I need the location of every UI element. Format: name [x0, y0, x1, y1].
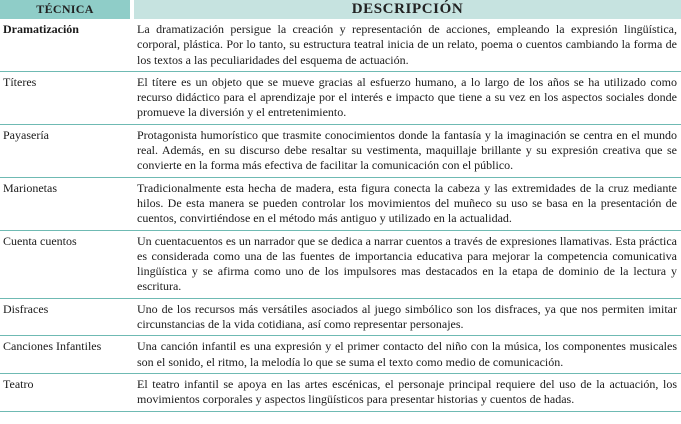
technique-cell: Cuenta cuentos [3, 233, 77, 248]
description-cell: La dramatización persigue la creación y representación de acciones, empleando la expresión lingüística, corporal, plástica. Por lo tanto, su estructura teatral inicia de un relato, poema o cuentos cambiando la forma de los textos a las peculiaridades del esquema de actuación. [137, 22, 677, 67]
description-cell: Una canción infantil es una expresión y el primer contacto del niño con la música, los componentes musicales son el sonido, el ritmo, la melodía lo que se suma el texto como medio de comunicación. [137, 339, 677, 369]
technique-cell: Canciones Infantiles [3, 339, 102, 354]
description-cell: Uno de los recursos más versátiles asociados al juego simbólico son los disfraces, ya que nos permiten imitar circunstancias de la vida cotidiana, así como representar personajes. [137, 301, 677, 332]
technique-cell: Payasería [3, 127, 49, 142]
table-row [0, 124, 681, 177]
description-cell: El títere es un objeto que se mueve gracias al esfuerzo humano, a lo largo de los años se ha utilizado como recurso didáctico para el aprendizaje por el interés e impacto que tiene a su vez en los aspectos sociales donde promueve la diversión y el entretenimiento. [137, 74, 677, 120]
table-row [0, 71, 681, 124]
table-body [0, 19, 681, 411]
table-row [0, 177, 681, 230]
header-description: DESCRIPCIÓN [132, 0, 681, 19]
table-row [0, 298, 681, 336]
header-technique: TÉCNICA [0, 0, 132, 19]
table-row [0, 336, 681, 374]
description-cell: Tradicionalmente esta hecha de madera, esta figura conecta la cabeza y las extremidades de la cruz mediante hilos. De esta manera se pueden controlar los movimientos del muñeco su uso se basa en la presentación de cuentos, convirtiéndose en el método más antiguo y utilizado en la actualidad. [137, 180, 677, 226]
table-row [0, 373, 681, 411]
table-row [0, 230, 681, 298]
technique-cell: Teatro [3, 376, 34, 391]
technique-cell: Marionetas [3, 180, 57, 195]
description-cell: Protagonista humorístico que trasmite conocimientos donde la fantasía y la imaginación se centra en el mundo real. Además, en su discurso debe resaltar su vestimenta, maquillaje brillante y su expresión creativa que se convierte en la forma más efectiva de facilitar la comunicación con el público. [137, 127, 677, 173]
table-row [0, 19, 681, 71]
description-cell: El teatro infantil se apoya en las artes escénicas, el personaje principal requiere del uso de la actuación, los movimientos corporales y aspectos lingüísticos para presentar historias y cuentos de hadas. [137, 376, 677, 407]
technique-cell: Dramatización [3, 22, 79, 36]
description-cell: Un cuentacuentos es un narrador que se dedica a narrar cuentos a través de expresiones llamativas. Esta práctica es considerada como una de las fuentes de importancia educativa para mejorar la competencia comunicativa lingüística y se afirma como uno de los impulsores mas destacados en la etapa de dominio de la lectura y escritura. [137, 233, 677, 294]
technique-cell: Disfraces [3, 301, 49, 316]
technique-cell: Títeres [3, 74, 37, 89]
table-header-row [0, 0, 681, 19]
